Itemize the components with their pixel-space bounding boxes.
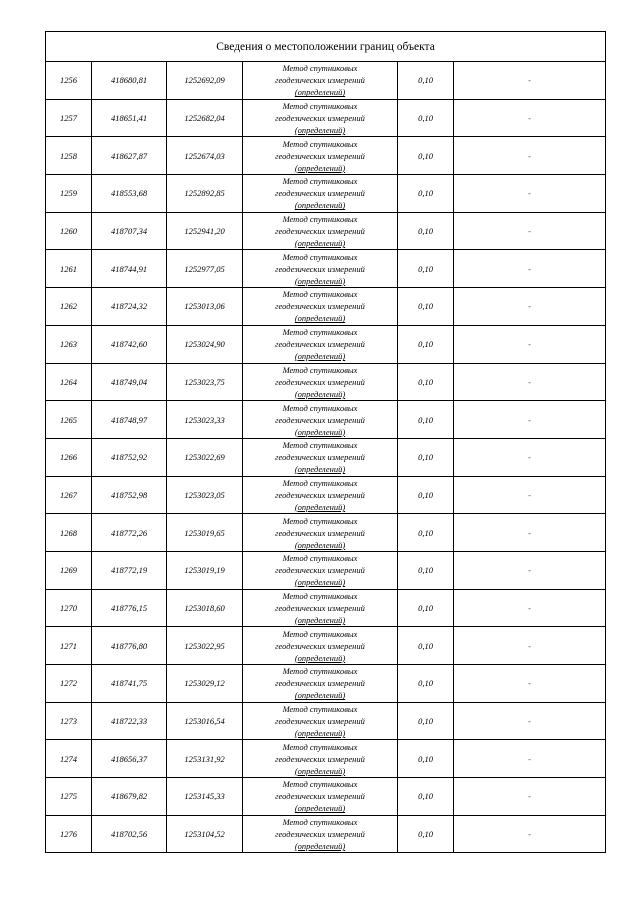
table-row [46, 363, 606, 401]
note-cell: - [454, 99, 606, 137]
x-coordinate-cell: 418776,80 [92, 627, 167, 665]
x-coordinate-cell: 418627,87 [92, 137, 167, 175]
method-line: (определений) [294, 162, 346, 173]
note-cell: - [454, 288, 606, 326]
point-number-cell: 1265 [46, 401, 92, 439]
point-number-cell: 1258 [46, 137, 92, 175]
method-line: Метод спутниковых [282, 704, 358, 715]
method-line: (определений) [294, 652, 346, 663]
point-number-cell: 1257 [46, 99, 92, 137]
method-line: геодезических измерений [275, 678, 365, 689]
method-line: Метод спутниковых [282, 251, 358, 262]
method-line: Метод спутниковых [282, 63, 358, 74]
point-number-cell: 1269 [46, 551, 92, 589]
method-line: геодезических измерений [275, 376, 365, 387]
table-row [46, 99, 606, 137]
point-number-cell: 1266 [46, 438, 92, 476]
point-number-cell: 1275 [46, 778, 92, 816]
method-line: Метод спутниковых [282, 440, 358, 451]
method-line: геодезических измерений [275, 339, 365, 350]
method-line: (определений) [294, 426, 346, 437]
method-line: геодезических измерений [275, 489, 365, 500]
note-cell: - [454, 551, 606, 589]
accuracy-cell: 0,10 [398, 815, 454, 853]
x-coordinate-cell: 418680,81 [92, 62, 167, 100]
method-line: Метод спутниковых [282, 402, 358, 413]
method-cell [243, 665, 398, 703]
note-cell: - [454, 702, 606, 740]
x-coordinate-cell: 418742,60 [92, 325, 167, 363]
point-number-cell: 1256 [46, 62, 92, 100]
boundary-table [45, 31, 606, 853]
table-row [46, 665, 606, 703]
y-coordinate-cell: 1252977,05 [167, 250, 243, 288]
method-line: геодезических измерений [275, 602, 365, 613]
method-line: геодезических измерений [275, 565, 365, 576]
point-number-cell: 1272 [46, 665, 92, 703]
note-cell: - [454, 778, 606, 816]
method-line: Метод спутниковых [282, 176, 358, 187]
method-line: геодезических измерений [275, 301, 365, 312]
method-cell [243, 778, 398, 816]
note-cell: - [454, 740, 606, 778]
table-row [46, 288, 606, 326]
method-line: (определений) [294, 539, 346, 550]
y-coordinate-cell: 1253023,33 [167, 401, 243, 439]
y-coordinate-cell: 1252892,85 [167, 175, 243, 213]
x-coordinate-cell: 418752,98 [92, 476, 167, 514]
method-line: геодезических измерений [275, 113, 365, 124]
table-row [46, 589, 606, 627]
method-cell [243, 551, 398, 589]
method-line: Метод спутниковых [282, 327, 358, 338]
y-coordinate-cell: 1253023,75 [167, 363, 243, 401]
y-coordinate-cell: 1253016,54 [167, 702, 243, 740]
point-number-cell: 1259 [46, 175, 92, 213]
method-line: Метод спутниковых [282, 817, 358, 828]
point-number-cell: 1260 [46, 212, 92, 250]
method-line: геодезических измерений [275, 829, 365, 840]
method-line: Метод спутниковых [282, 214, 358, 225]
method-line: (определений) [294, 690, 346, 701]
method-line: Метод спутниковых [282, 741, 358, 752]
y-coordinate-cell: 1252682,04 [167, 99, 243, 137]
x-coordinate-cell: 418707,34 [92, 212, 167, 250]
y-coordinate-cell: 1252941,20 [167, 212, 243, 250]
method-cell [243, 401, 398, 439]
method-cell [243, 62, 398, 100]
method-cell [243, 325, 398, 363]
table-row [46, 476, 606, 514]
method-cell [243, 740, 398, 778]
table-row [46, 438, 606, 476]
method-cell [243, 288, 398, 326]
x-coordinate-cell: 418752,92 [92, 438, 167, 476]
note-cell: - [454, 401, 606, 439]
table-row [46, 401, 606, 439]
accuracy-cell: 0,10 [398, 137, 454, 175]
method-line: (определений) [294, 501, 346, 512]
method-line: (определений) [294, 841, 346, 852]
accuracy-cell: 0,10 [398, 62, 454, 100]
method-line: геодезических измерений [275, 527, 365, 538]
y-coordinate-cell: 1253131,92 [167, 740, 243, 778]
method-line: геодезических измерений [275, 414, 365, 425]
point-number-cell: 1276 [46, 815, 92, 853]
x-coordinate-cell: 418744,91 [92, 250, 167, 288]
point-number-cell: 1268 [46, 514, 92, 552]
method-line: Метод спутниковых [282, 553, 358, 564]
accuracy-cell: 0,10 [398, 665, 454, 703]
accuracy-cell: 0,10 [398, 212, 454, 250]
method-line: геодезических измерений [275, 640, 365, 651]
point-number-cell: 1261 [46, 250, 92, 288]
y-coordinate-cell: 1253145,33 [167, 778, 243, 816]
method-line: Метод спутниковых [282, 364, 358, 375]
note-cell: - [454, 250, 606, 288]
table-row [46, 551, 606, 589]
accuracy-cell: 0,10 [398, 250, 454, 288]
table-row [46, 514, 606, 552]
x-coordinate-cell: 418656,37 [92, 740, 167, 778]
y-coordinate-cell: 1253104,52 [167, 815, 243, 853]
method-line: Метод спутниковых [282, 779, 358, 790]
method-cell [243, 627, 398, 665]
method-cell [243, 589, 398, 627]
method-line: (определений) [294, 388, 346, 399]
accuracy-cell: 0,10 [398, 702, 454, 740]
method-cell [243, 476, 398, 514]
method-line: (определений) [294, 464, 346, 475]
method-line: (определений) [294, 614, 346, 625]
accuracy-cell: 0,10 [398, 288, 454, 326]
method-line: геодезических измерений [275, 150, 365, 161]
x-coordinate-cell: 418679,82 [92, 778, 167, 816]
x-coordinate-cell: 418741,75 [92, 665, 167, 703]
accuracy-cell: 0,10 [398, 589, 454, 627]
method-cell [243, 815, 398, 853]
note-cell: - [454, 514, 606, 552]
method-cell [243, 175, 398, 213]
method-cell [243, 702, 398, 740]
method-line: (определений) [294, 238, 346, 249]
table-row [46, 175, 606, 213]
method-line: геодезических измерений [275, 263, 365, 274]
method-cell [243, 212, 398, 250]
x-coordinate-cell: 418749,04 [92, 363, 167, 401]
method-line: (определений) [294, 577, 346, 588]
table-row [46, 778, 606, 816]
accuracy-cell: 0,10 [398, 476, 454, 514]
table-row [46, 62, 606, 100]
table-row [46, 815, 606, 853]
note-cell: - [454, 665, 606, 703]
method-line: геодезических измерений [275, 716, 365, 727]
method-line: геодезических измерений [275, 75, 365, 86]
method-cell [243, 137, 398, 175]
x-coordinate-cell: 418702,56 [92, 815, 167, 853]
y-coordinate-cell: 1252692,09 [167, 62, 243, 100]
y-coordinate-cell: 1252674,03 [167, 137, 243, 175]
y-coordinate-cell: 1253023,05 [167, 476, 243, 514]
method-line: Метод спутниковых [282, 101, 358, 112]
table-title: Сведения о местоположении границ объекта [46, 32, 606, 62]
method-line: геодезических измерений [275, 791, 365, 802]
method-line: (определений) [294, 87, 346, 98]
point-number-cell: 1270 [46, 589, 92, 627]
method-line: Метод спутниковых [282, 515, 358, 526]
x-coordinate-cell: 418553,68 [92, 175, 167, 213]
method-cell [243, 514, 398, 552]
method-cell [243, 438, 398, 476]
point-number-cell: 1267 [46, 476, 92, 514]
method-line: Метод спутниковых [282, 628, 358, 639]
note-cell: - [454, 212, 606, 250]
y-coordinate-cell: 1253019,19 [167, 551, 243, 589]
method-line: Метод спутниковых [282, 477, 358, 488]
method-cell [243, 99, 398, 137]
accuracy-cell: 0,10 [398, 175, 454, 213]
method-line: Метод спутниковых [282, 138, 358, 149]
accuracy-cell: 0,10 [398, 627, 454, 665]
point-number-cell: 1271 [46, 627, 92, 665]
note-cell: - [454, 438, 606, 476]
x-coordinate-cell: 418772,19 [92, 551, 167, 589]
table-row [46, 740, 606, 778]
method-line: геодезических измерений [275, 188, 365, 199]
method-line: геодезических измерений [275, 226, 365, 237]
method-line: (определений) [294, 728, 346, 739]
note-cell: - [454, 175, 606, 213]
point-number-cell: 1262 [46, 288, 92, 326]
y-coordinate-cell: 1253022,69 [167, 438, 243, 476]
note-cell: - [454, 815, 606, 853]
method-line: (определений) [294, 803, 346, 814]
method-line: (определений) [294, 200, 346, 211]
accuracy-cell: 0,10 [398, 514, 454, 552]
note-cell: - [454, 325, 606, 363]
x-coordinate-cell: 418724,32 [92, 288, 167, 326]
table-row [46, 627, 606, 665]
note-cell: - [454, 363, 606, 401]
method-line: (определений) [294, 275, 346, 286]
table-row [46, 250, 606, 288]
method-line: Метод спутниковых [282, 590, 358, 601]
y-coordinate-cell: 1253013,06 [167, 288, 243, 326]
note-cell: - [454, 627, 606, 665]
table-row [46, 325, 606, 363]
x-coordinate-cell: 418776,15 [92, 589, 167, 627]
method-line: (определений) [294, 765, 346, 776]
x-coordinate-cell: 418748,97 [92, 401, 167, 439]
y-coordinate-cell: 1253022,95 [167, 627, 243, 665]
y-coordinate-cell: 1253018,60 [167, 589, 243, 627]
method-line: геодезических измерений [275, 753, 365, 764]
accuracy-cell: 0,10 [398, 401, 454, 439]
table-row [46, 212, 606, 250]
accuracy-cell: 0,10 [398, 740, 454, 778]
y-coordinate-cell: 1253024,90 [167, 325, 243, 363]
method-line: (определений) [294, 313, 346, 324]
method-line: Метод спутниковых [282, 289, 358, 300]
accuracy-cell: 0,10 [398, 325, 454, 363]
note-cell: - [454, 589, 606, 627]
note-cell: - [454, 137, 606, 175]
accuracy-cell: 0,10 [398, 438, 454, 476]
method-cell [243, 250, 398, 288]
x-coordinate-cell: 418651,41 [92, 99, 167, 137]
boundary-table-sheet [45, 31, 605, 853]
x-coordinate-cell: 418722,33 [92, 702, 167, 740]
method-cell [243, 363, 398, 401]
method-line: Метод спутниковых [282, 666, 358, 677]
note-cell: - [454, 62, 606, 100]
y-coordinate-cell: 1253019,65 [167, 514, 243, 552]
point-number-cell: 1263 [46, 325, 92, 363]
y-coordinate-cell: 1253029,12 [167, 665, 243, 703]
point-number-cell: 1264 [46, 363, 92, 401]
note-cell: - [454, 476, 606, 514]
point-number-cell: 1273 [46, 702, 92, 740]
x-coordinate-cell: 418772,26 [92, 514, 167, 552]
accuracy-cell: 0,10 [398, 99, 454, 137]
method-line: (определений) [294, 351, 346, 362]
accuracy-cell: 0,10 [398, 363, 454, 401]
table-row [46, 137, 606, 175]
point-number-cell: 1274 [46, 740, 92, 778]
accuracy-cell: 0,10 [398, 778, 454, 816]
method-line: (определений) [294, 125, 346, 136]
method-line: геодезических измерений [275, 452, 365, 463]
accuracy-cell: 0,10 [398, 551, 454, 589]
table-row [46, 702, 606, 740]
